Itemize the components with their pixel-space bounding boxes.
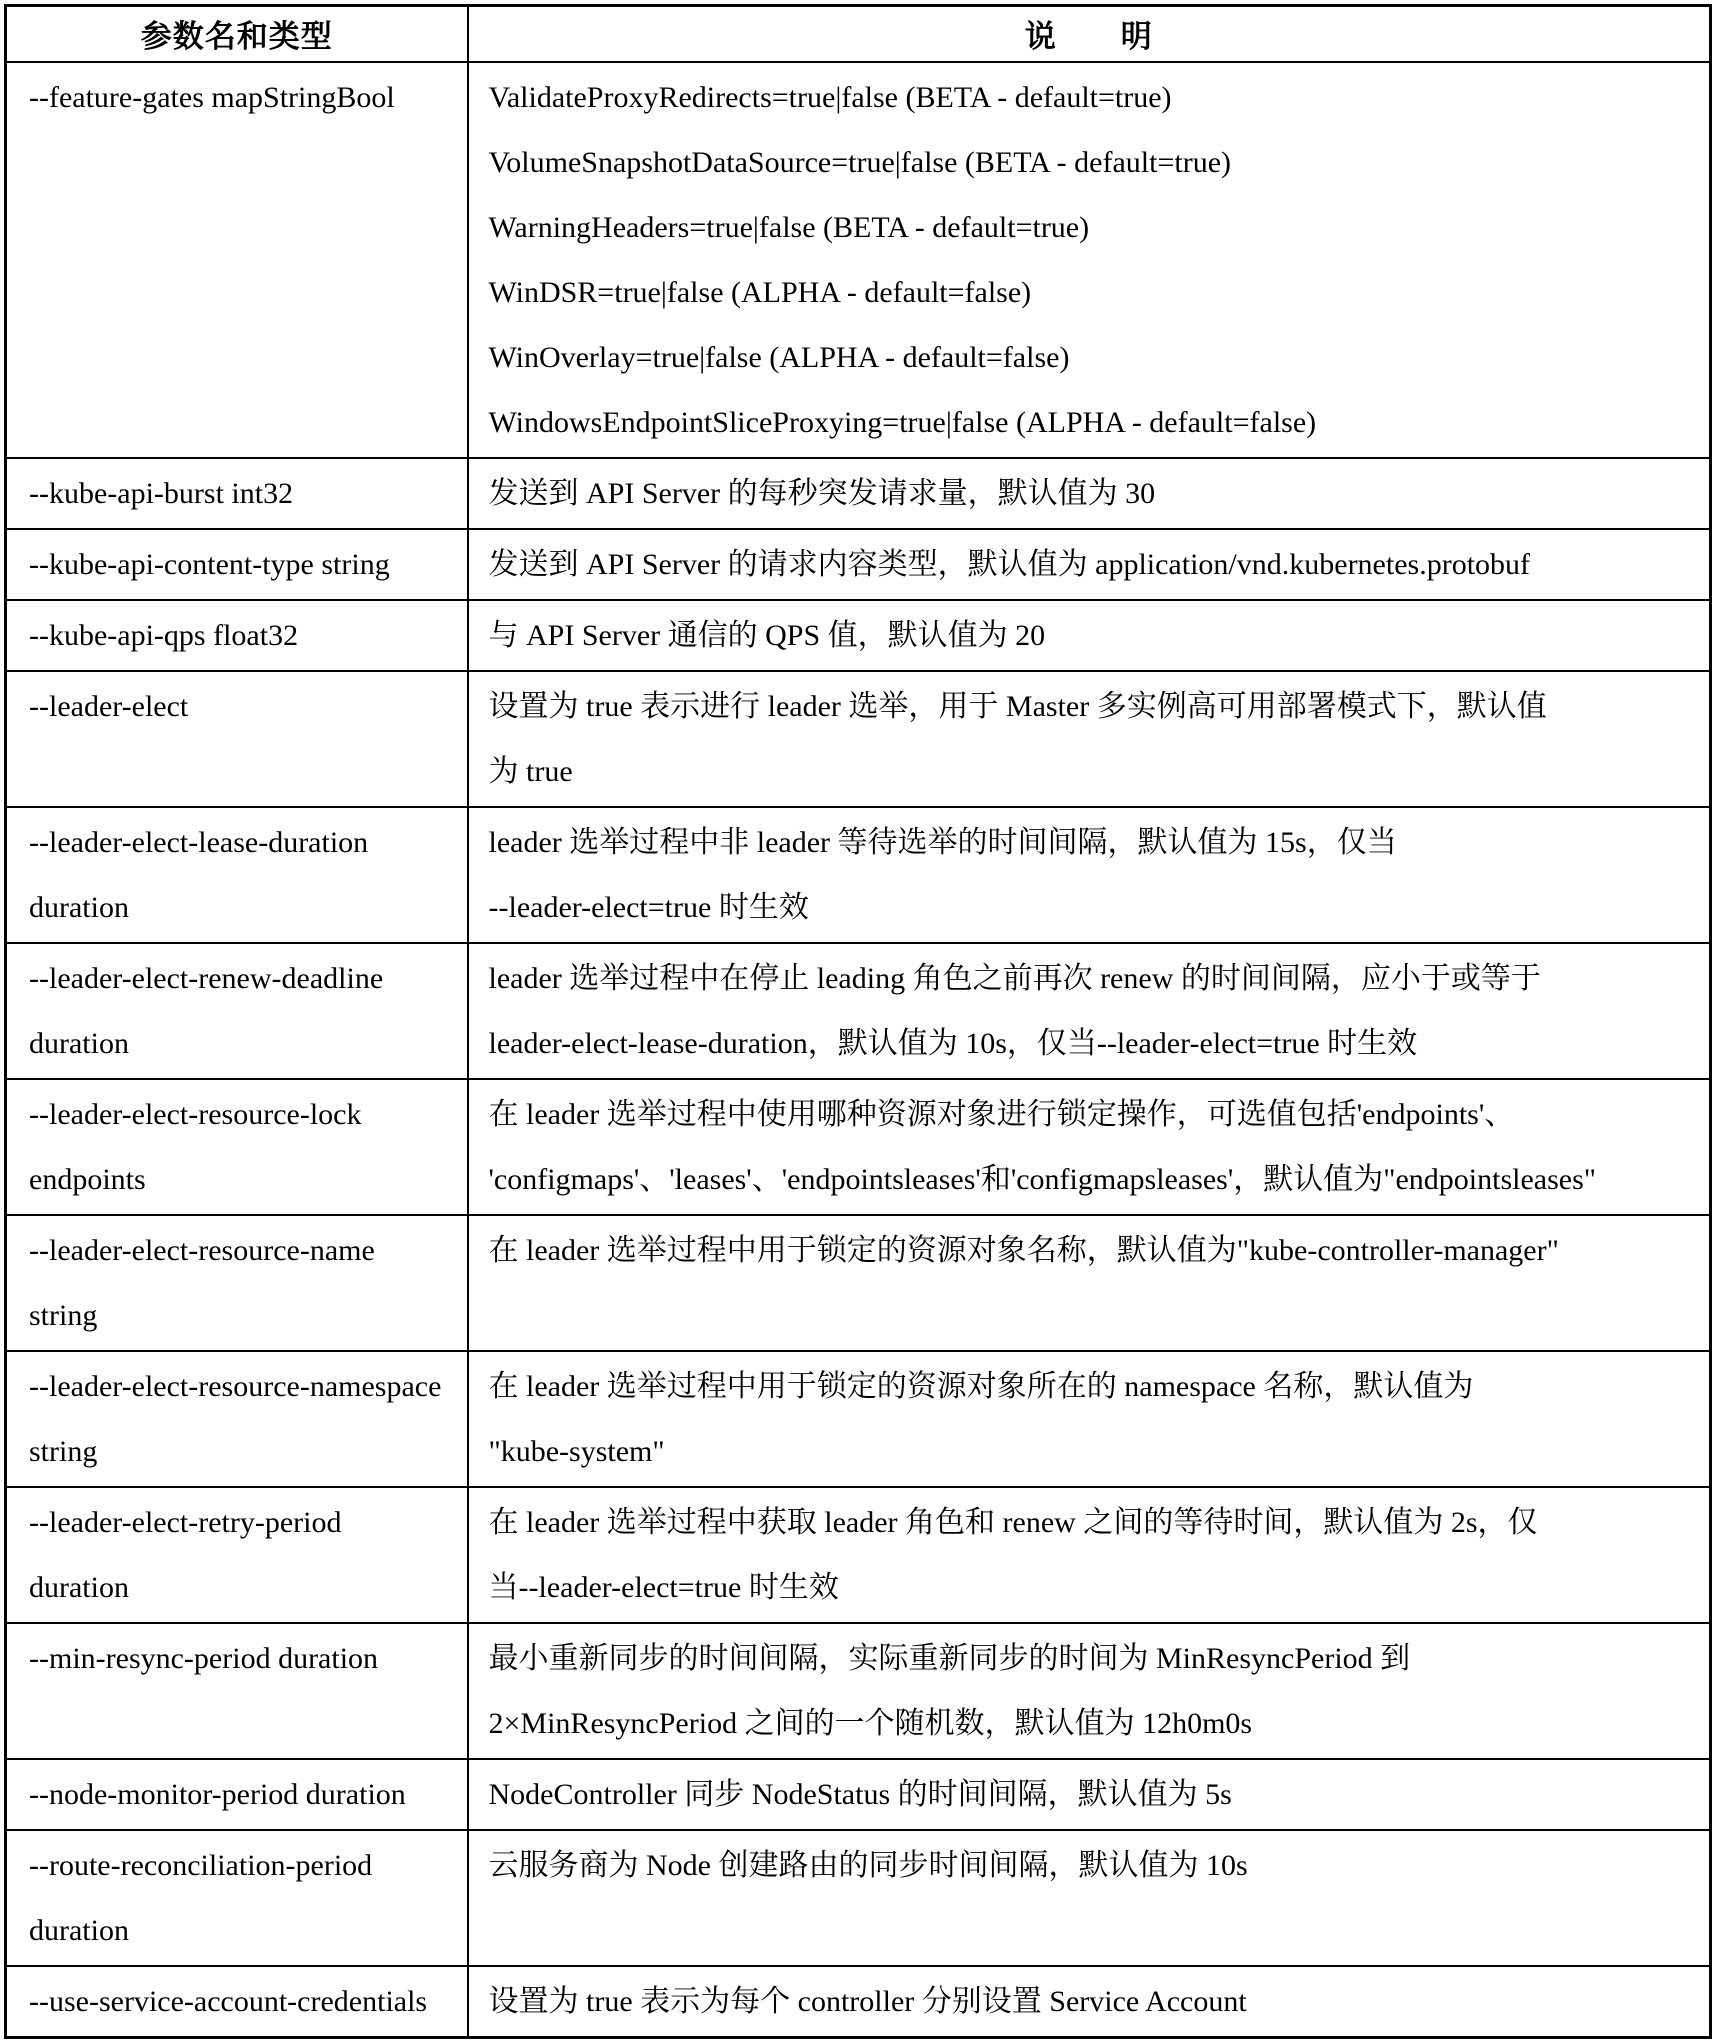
description-line: VolumeSnapshotDataSource=true|false (BETA - default=true) — [488, 145, 1232, 179]
description-line: "kube-system" — [488, 1434, 665, 1468]
description-cell — [468, 62, 1711, 458]
description-cell — [468, 529, 1711, 600]
table-row — [6, 600, 1711, 671]
param-name-cell: --route-reconciliation-period duration — [6, 1830, 468, 1966]
description-line: 与 API Server 通信的 QPS 值，默认值为 20 — [488, 618, 1046, 652]
description-line: leader-elect-lease-duration，默认值为 10s，仅当--leader-elect=true 时生效 — [488, 1026, 1418, 1060]
description-line: WarningHeaders=true|false (BETA - default=true) — [488, 210, 1090, 244]
table-row — [6, 943, 1711, 1079]
table-row — [6, 1351, 1711, 1487]
description-line: 在 leader 选举过程中用于锁定的资源对象所在的 namespace 名称，默认值为 — [488, 1369, 1474, 1403]
table-row — [6, 1830, 1711, 1966]
table-row — [6, 1623, 1711, 1759]
param-name-cell: --leader-elect-retry-period duration — [6, 1487, 468, 1623]
table-row — [6, 1215, 1711, 1351]
description-cell — [468, 1079, 1711, 1215]
description-line: NodeController 同步 NodeStatus 的时间间隔，默认值为 5s — [488, 1777, 1232, 1811]
description-cell — [468, 943, 1711, 1079]
column-header-description: 说 明 — [468, 6, 1711, 62]
param-name-cell: --node-monitor-period duration — [6, 1759, 468, 1830]
param-name-cell: --min-resync-period duration — [6, 1623, 468, 1759]
description-line: 为 true — [488, 754, 573, 788]
param-name-cell: --feature-gates mapStringBool — [6, 62, 468, 458]
description-cell — [468, 1759, 1711, 1830]
description-line: 在 leader 选举过程中用于锁定的资源对象名称，默认值为"kube-controller-manager" — [488, 1233, 1559, 1267]
param-name-cell: --leader-elect — [6, 671, 468, 807]
table-row — [6, 62, 1711, 458]
param-name-cell: --leader-elect-resource-name string — [6, 1215, 468, 1351]
description-line: 最小重新同步的时间间隔，实际重新同步的时间为 MinResyncPeriod 到 — [488, 1641, 1411, 1675]
description-line: 'configmaps'、'leases'、'endpointsleases'和'configmapsleases'，默认值为"endpointsleases" — [488, 1162, 1597, 1196]
description-line: 在 leader 选举过程中获取 leader 角色和 renew 之间的等待时间，默认值为 2s，仅 — [488, 1505, 1538, 1539]
table-row — [6, 671, 1711, 807]
parameter-table — [4, 4, 1712, 2039]
description-cell — [468, 1830, 1711, 1966]
table-row — [6, 458, 1711, 529]
description-line: ValidateProxyRedirects=true|false (BETA - default=true) — [488, 80, 1172, 114]
param-name-cell: --kube-api-qps float32 — [6, 600, 468, 671]
description-line: WinOverlay=true|false (ALPHA - default=false) — [488, 340, 1070, 374]
description-cell — [468, 600, 1711, 671]
description-line: leader 选举过程中在停止 leading 角色之前再次 renew 的时间间隔，应小于或等于 — [488, 961, 1541, 995]
description-cell — [468, 1351, 1711, 1487]
description-line: 2×MinResyncPeriod 之间的一个随机数，默认值为 12h0m0s — [488, 1706, 1253, 1740]
description-cell — [468, 807, 1711, 943]
table-row — [6, 1487, 1711, 1623]
param-name-cell: --use-service-account-credentials — [6, 1966, 468, 2038]
table-row — [6, 1759, 1711, 1830]
param-name-cell: --leader-elect-renew-deadline duration — [6, 943, 468, 1079]
table-row — [6, 1079, 1711, 1215]
column-header-param-name-type: 参数名和类型 — [6, 6, 468, 62]
description-line: --leader-elect=true 时生效 — [488, 890, 809, 924]
table-row — [6, 529, 1711, 600]
param-name-cell: --kube-api-burst int32 — [6, 458, 468, 529]
description-line: 云服务商为 Node 创建路由的同步时间间隔，默认值为 10s — [488, 1848, 1248, 1882]
description-line: 当--leader-elect=true 时生效 — [488, 1570, 839, 1604]
description-cell — [468, 1623, 1711, 1759]
description-cell — [468, 1966, 1711, 2038]
description-cell — [468, 1487, 1711, 1623]
description-cell — [468, 671, 1711, 807]
description-line: 设置为 true 表示进行 leader 选举，用于 Master 多实例高可用部署模式下，默认值 — [488, 689, 1547, 723]
description-line: 发送到 API Server 的每秒突发请求量，默认值为 30 — [488, 476, 1156, 510]
description-cell — [468, 458, 1711, 529]
description-line: 发送到 API Server 的请求内容类型，默认值为 application/vnd.kubernetes.protobuf — [488, 547, 1531, 581]
table-header-row — [6, 6, 1711, 62]
description-line: 在 leader 选举过程中使用哪种资源对象进行锁定操作，可选值包括'endpoints'、 — [488, 1097, 1515, 1131]
param-name-cell: --kube-api-content-type string — [6, 529, 468, 600]
description-line: WindowsEndpointSliceProxying=true|false (ALPHA - default=false) — [488, 405, 1317, 439]
param-name-cell: --leader-elect-lease-duration duration — [6, 807, 468, 943]
description-line: leader 选举过程中非 leader 等待选举的时间间隔，默认值为 15s，仅当 — [488, 825, 1397, 859]
table-row — [6, 1966, 1711, 2038]
description-line: WinDSR=true|false (ALPHA - default=false) — [488, 275, 1032, 309]
param-name-cell: --leader-elect-resource-lock endpoints — [6, 1079, 468, 1215]
param-name-cell: --leader-elect-resource-namespace string — [6, 1351, 468, 1487]
description-line: 设置为 true 表示为每个 controller 分别设置 Service Account — [488, 1984, 1247, 2018]
description-cell — [468, 1215, 1711, 1351]
table-row — [6, 807, 1711, 943]
